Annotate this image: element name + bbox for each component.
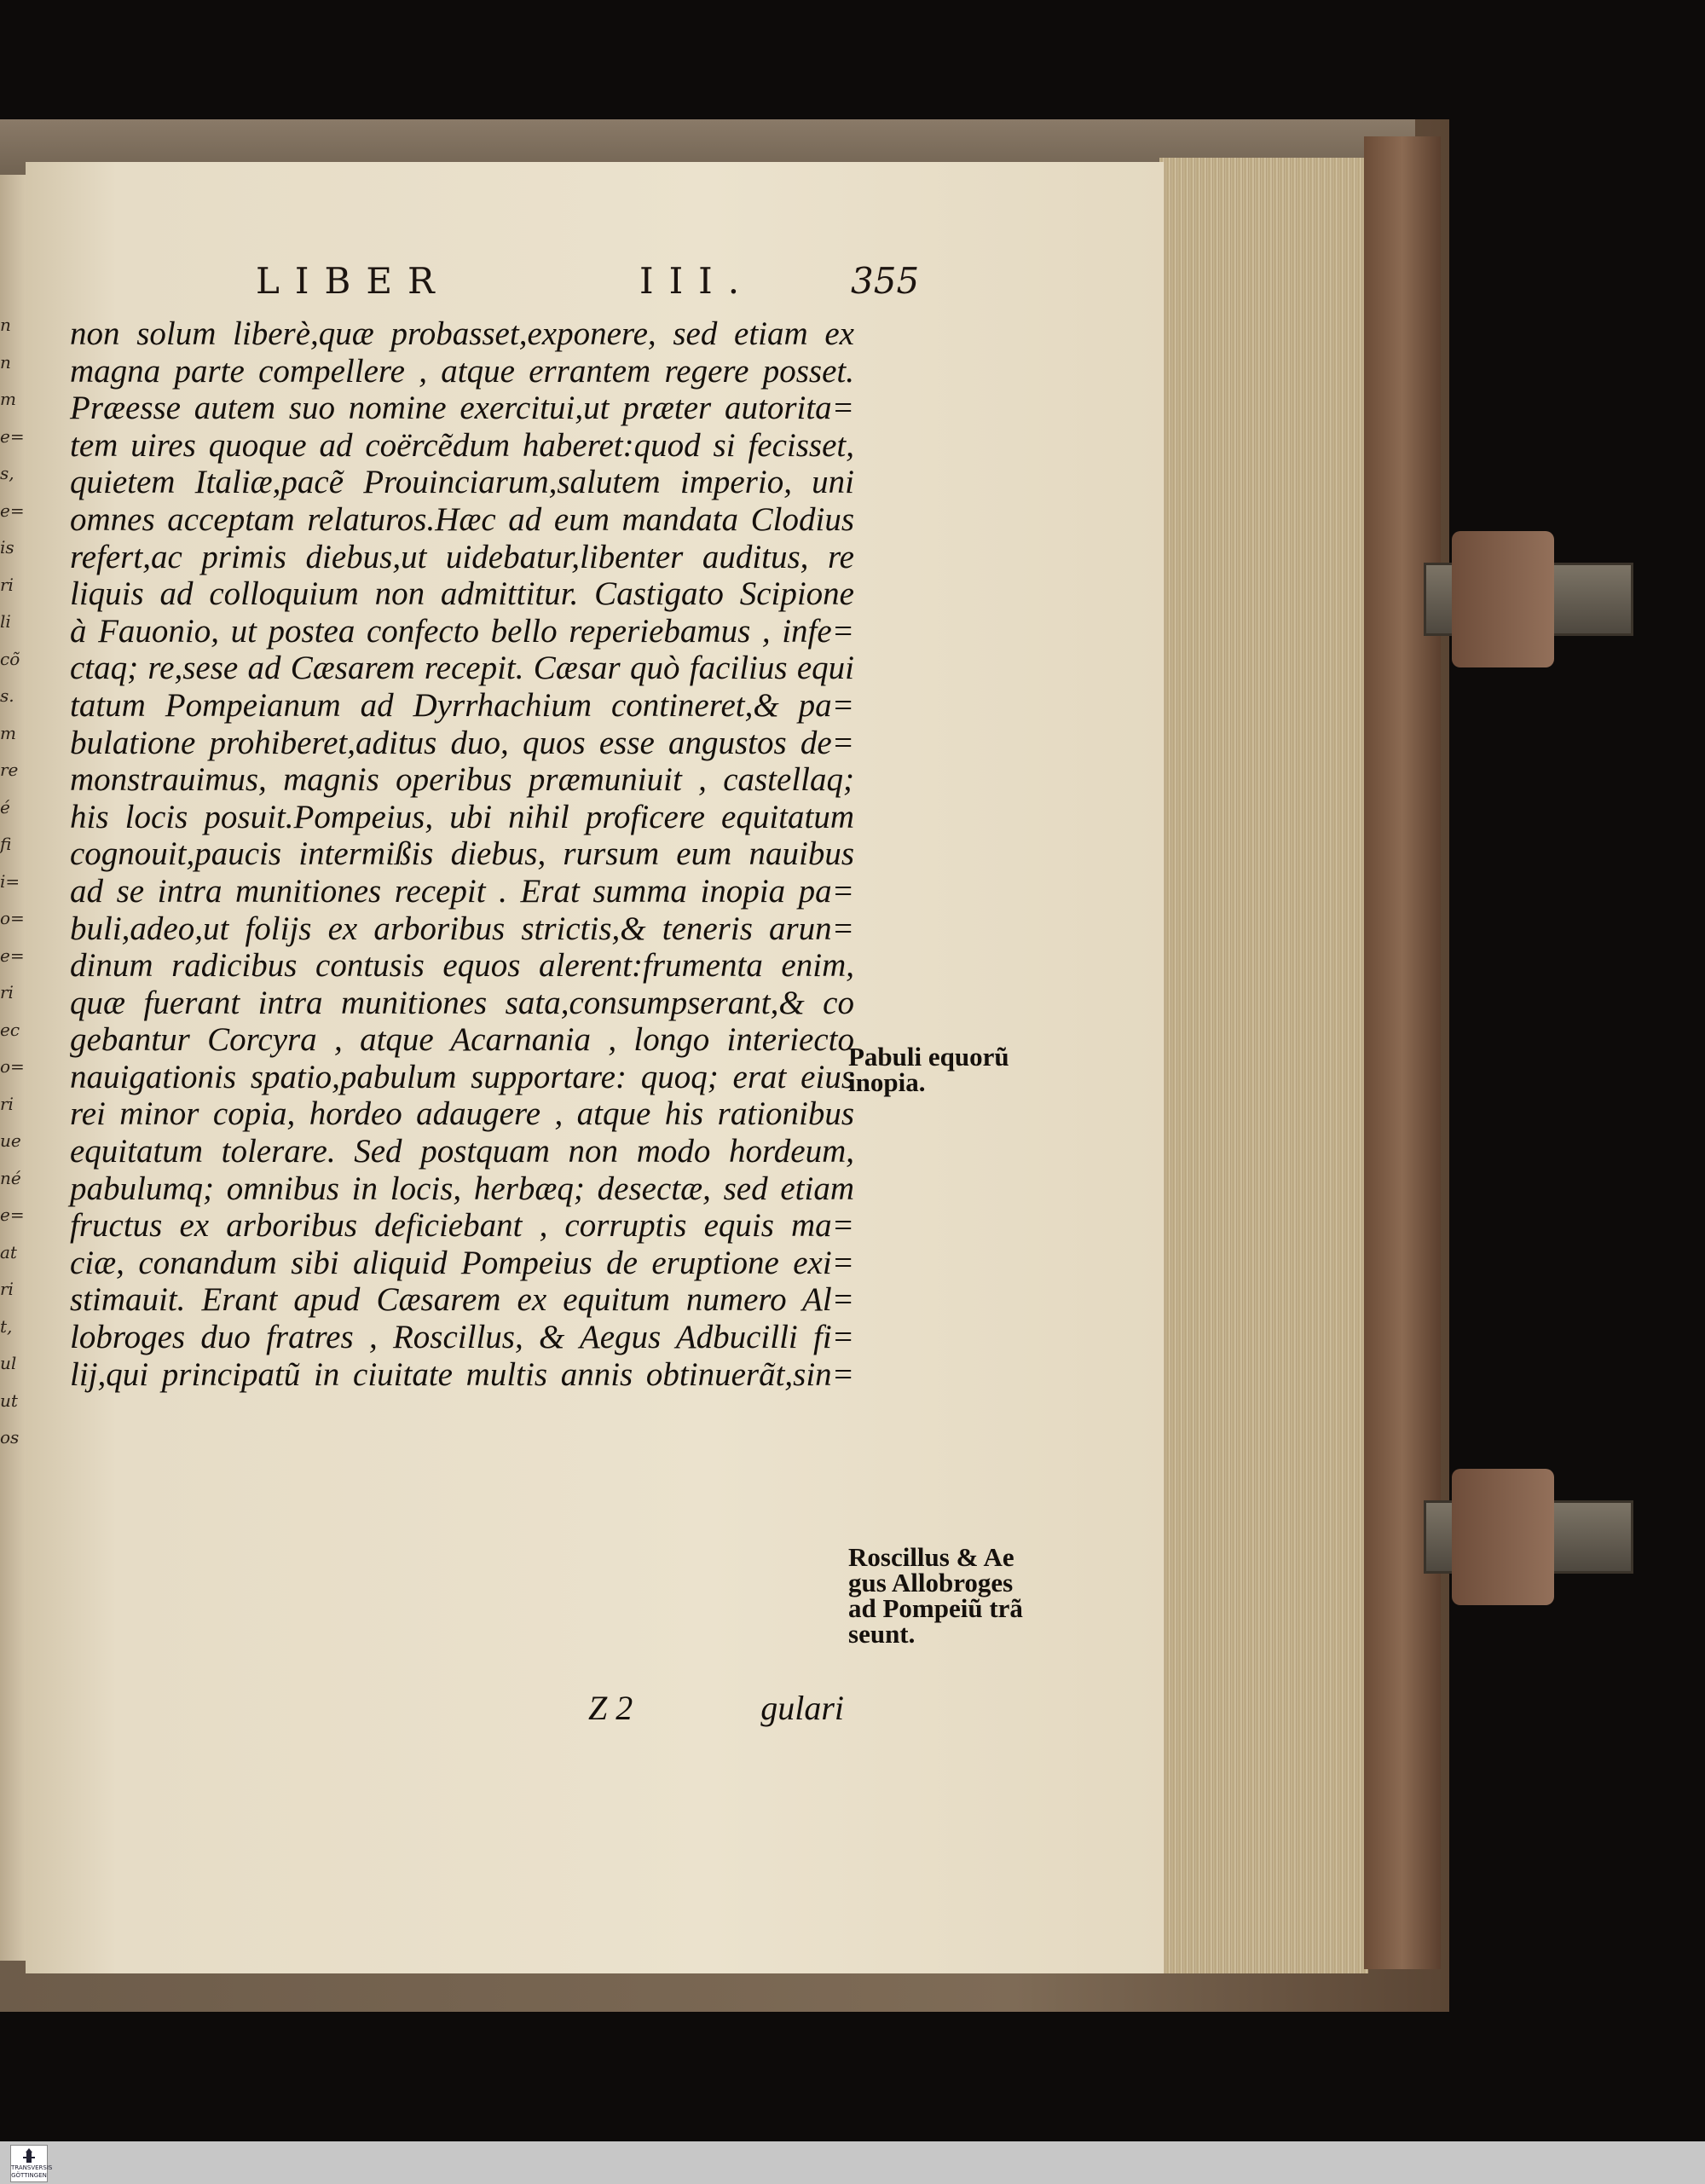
facing-page-fragment: ri [0,1093,14,1114]
facing-page-fragment: e= [0,500,25,521]
facing-page-fragment: is [0,537,14,558]
body-line: dinum radicibus contusis equos alerent:frumenta enim, [70,947,854,985]
body-line: monstrauimus, magnis operibus præmuniuit , castellaq; [70,761,854,799]
body-line: his locis posuit.Pompeius, ubi nihil proficere equitatum [70,798,854,835]
facing-page-fragment: os [0,1427,20,1447]
page-number: 355 [851,260,920,302]
catchword: gulari [760,1689,844,1727]
marginal-note-line: Pabuli equorũ [848,1042,1009,1072]
library-logo-text: TRANSVERSIS GÖTTINGEN [11,2164,53,2179]
body-line: ctaq; re,sese ad Cæsarem recepit. Cæsar quò facilius equi [70,650,854,687]
body-line: tatum Pompeianum ad Dyrrhachium contineret,& pa= [70,686,854,724]
body-line: bulatione prohiberet,aditus duo, quos esse angustos de= [70,724,854,761]
facing-page-fragment: at [0,1241,17,1262]
tower-icon [21,2148,37,2164]
facing-page-fragment: m [0,722,16,743]
body-line: lobroges duo fratres , Roscillus, & Aegus Adbucilli fi= [70,1319,854,1356]
body-line: gebantur Corcyra , atque Acarnania , longo interiecto [70,1021,854,1059]
lower-clasp [1424,1500,1633,1574]
body-line: equitatum tolerare. Sed postquam non modo hordeum, [70,1133,854,1170]
facing-page-fragment: ri [0,1279,14,1299]
body-line: quæ fuerant intra munitiones sata,consumpserant,& co [70,984,854,1021]
facing-page-fragment: é [0,796,10,818]
marginal-note-line: Roscillus & Ae [848,1542,1014,1572]
body-line: fructus ex arboribus deficiebant , corruptis equis ma= [70,1207,854,1245]
facing-page-fragment: né [0,1167,21,1188]
facing-page-fragment: e= [0,1205,25,1225]
body-line: rei minor copia, hordeo adaugere , atque his rationibus [70,1095,854,1133]
facing-page-fragment: n [0,315,11,335]
body-line: à Fauonio, ut postea confecto bello reperiebamus , infe= [70,612,854,650]
body-line: buli,adeo,ut folijs ex arboribus strictis,& teneris arun= [70,910,854,947]
facing-page-fragment: cõ [0,648,20,669]
running-head-section: III. [639,260,755,302]
page-block-edge [1159,158,1368,1973]
running-head [256,260,755,302]
facing-page-fragment: s, [0,463,14,483]
marginal-note-line: inopia. [848,1067,926,1097]
body-line: refert,ac primis diebus,ut uidebatur,libenter auditus, re [70,538,854,575]
facing-page-fragment: t, [0,1315,13,1337]
body-line: ad se intra munitiones recepit . Erat summa inopia pa= [70,872,854,910]
facing-page-fragment: m [0,389,16,409]
facing-page-fragment: n [0,351,11,373]
facing-page-fragment: li [0,611,11,632]
body-line: liquis ad colloquium non admittitur. Castigato Scipione [70,575,854,613]
library-logo [10,2145,53,2182]
facing-page-fragment: fi [0,834,12,854]
marginal-note-roscillus [848,1542,1053,1649]
facing-page-fragment: ri [0,982,14,1002]
marginal-note-line: seunt. [848,1619,916,1649]
body-line: pabulumq; omnibus in locis, herbæq; desectæ, sed etiam [70,1170,854,1207]
upper-clasp [1424,563,1633,636]
facing-page-fragment: ue [0,1130,21,1151]
facing-page-fragment: s. [0,685,14,706]
marginal-note-pabuli [848,1044,1053,1095]
signature-mark: Z 2 [588,1689,633,1727]
facing-page-fragment: ec [0,1019,20,1040]
facing-page-fragments [0,307,25,1457]
facing-page-fragment: e= [0,425,25,447]
marginal-note-line: ad Pompeiũ trã [848,1593,1023,1623]
facing-page-fragment: ri [0,574,14,595]
body-line: cognouit,paucis intermißis diebus, rursum eum nauibus [70,835,854,873]
body-line: quietem Italiæ,pacẽ Prouinciarum,salutem imperio, uni [70,464,854,501]
body-line: tem uires quoque ad coërcẽdum haberet:quod si fecisset, [70,426,854,464]
facing-page-fragment: e= [0,945,25,966]
body-line: ciæ, conandum sibi aliquid Pompeius de eruptione exi= [70,1244,854,1281]
facing-page-fragment: re [0,760,19,780]
marginal-note-line: gus Allobroges [848,1568,1014,1598]
viewer-footer-bar [0,2141,1705,2184]
body-line: magna parte compellere , atque errantem regere posset. [70,352,854,390]
body-line: non solum liberè,quæ probasset,exponere, sed etiam ex [70,315,854,352]
body-text [70,315,854,1393]
facing-page-fragment: ul [0,1353,17,1373]
body-line: stimauit. Erant apud Cæsarem ex equitum numero Al= [70,1281,854,1319]
facing-page-fragment: o= [0,908,25,928]
book-fore-edge-cover [1364,136,1441,1969]
facing-page-fragment: o= [0,1056,25,1077]
body-line: nauigationis spatio,pabulum supportare: quoq; erat eius [70,1058,854,1095]
body-line: lij,qui principatũ in ciuitate multis annis obtinuerãt,sin= [70,1355,854,1393]
facing-page-fragment: ut [0,1390,18,1411]
running-head-book: LIBER [256,260,450,302]
body-line: omnes acceptam relaturos.Hæc ad eum mandata Clodius [70,500,854,538]
facing-page-fragment: i= [0,870,20,892]
body-line: Præesse autem suo nomine exercitui,ut præter autorita= [70,390,854,427]
